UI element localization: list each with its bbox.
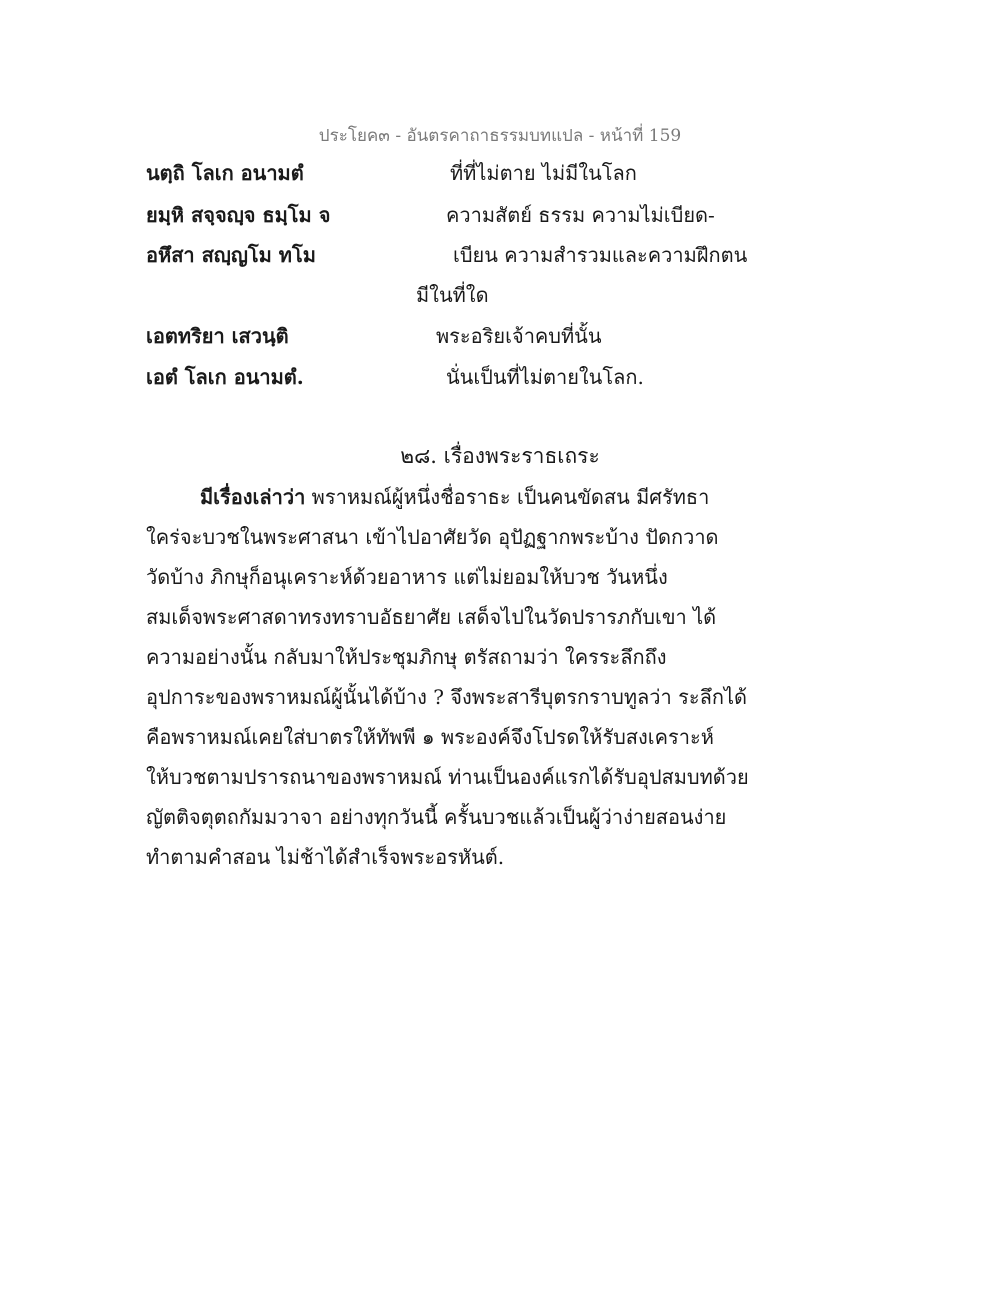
- paragraph-line: ความอย่างนั้น กลับมาให้ประชุมภิกษุ ตรัสถามว่า ใครระลึกถึง: [146, 645, 667, 669]
- paragraph-line: คือพราหมณ์เคยใส่บาตรให้ทัพพี ๑ พระองค์จึงโปรดให้รับสงเคราะห์: [146, 725, 714, 749]
- paragraph-line: สมเด็จพระศาสดาทรงทราบอัธยาศัย เสด็จไปในวัดปรารภกับเขา ได้: [146, 605, 717, 629]
- translation-text: พระอริยเจ้าคบที่นั้น: [436, 324, 602, 348]
- translation-text: นั่นเป็นที่ไม่ตายในโลก.: [446, 365, 644, 389]
- paragraph-line: อุปการะของพราหมณ์ผู้นั้นได้บ้าง ? จึงพระสารีบุตรกราบทูลว่า ระลึกได้: [146, 685, 747, 709]
- page-header: ประโยค๓ - อันตรคาถาธรรมบทแปล - หน้าที่ 159: [318, 126, 682, 146]
- story-first-line: พราหมณ์ผู้หนึ่งชื่อราธะ เป็นคนขัดสน มีศรัทธา: [305, 485, 710, 509]
- translation-text: เบียน ความสำรวมและความฝึกตน: [453, 243, 748, 267]
- paragraph-line: ใคร่จะบวชในพระศาสนา เข้าไปอาศัยวัด อุปัฏฐากพระบ้าง ปัดกวาด: [146, 525, 719, 549]
- paragraph-line: วัดบ้าง ภิกษุก็อนุเคราะห์ด้วยอาหาร แต่ไม่ยอมให้บวช วันหนึ่ง: [146, 565, 668, 589]
- paragraph-line: ทำตามคำสอน ไม่ช้าได้สำเร็จพระอรหันต์.: [146, 845, 505, 869]
- paragraph-line: [200, 482, 709, 512]
- story-lead: มีเรื่องเล่าว่า: [200, 485, 306, 509]
- pali-text: นตฺถิ โลเก อนามตํ: [146, 161, 304, 185]
- translation-text: ความสัตย์ ธรรม ความไม่เบียด-: [446, 203, 715, 227]
- pali-text: เอตทริยา เสวนฺติ: [146, 324, 289, 348]
- pali-text: อหึสา สญฺญโม ทโม: [146, 243, 316, 267]
- paragraph-line: ให้บวชตามปรารถนาของพราหมณ์ ท่านเป็นองค์แรกได้รับอุปสมบทด้วย: [146, 765, 749, 789]
- pali-text: ยมฺหิ สจฺจญฺจ ธมฺโม จ: [146, 203, 331, 227]
- translation-text: ที่ที่ไม่ตาย ไม่มีในโลก: [450, 161, 637, 185]
- pali-text: เอตํ โลเก อนามตํ.: [146, 365, 304, 389]
- paragraph-line: ญัตติจตุตถกัมมวาจา อย่างทุกวันนี้ ครั้นบวชแล้วเป็นผู้ว่าง่ายสอนง่าย: [146, 805, 727, 829]
- translation-text: มีในที่ใด: [416, 283, 489, 307]
- story-title: ๒๘. เรื่องพระราธเถระ: [400, 444, 600, 468]
